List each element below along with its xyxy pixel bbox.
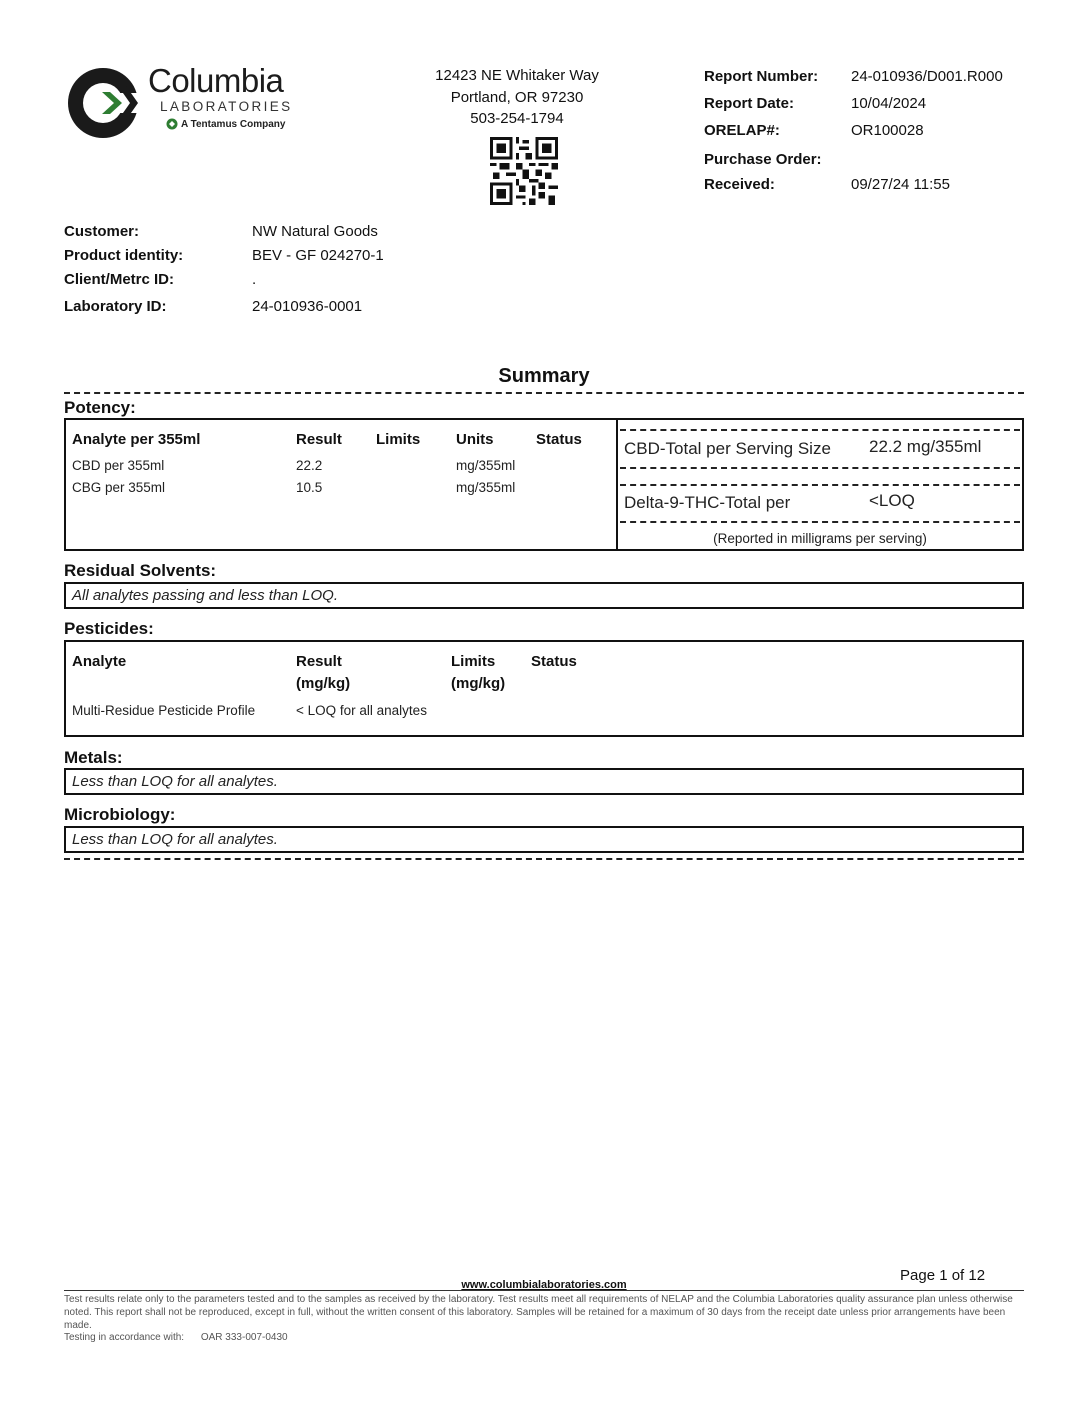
potency-row-analyte: CBG per 355ml: [72, 480, 166, 495]
potency-split-divider: [616, 418, 618, 551]
product-identity-label: Product identity:: [64, 247, 184, 264]
report-date: 10/04/2024: [851, 95, 927, 112]
residual-solvents-note: All analytes passing and less than LOQ.: [72, 587, 338, 604]
pesticides-header-analyte: Analyte: [72, 653, 127, 670]
potency-row-result: 22.2: [296, 458, 323, 473]
potency-header-units: Units: [456, 431, 494, 448]
metals-note: Less than LOQ for all analytes.: [72, 773, 278, 790]
residual-solvents-title: Residual Solvents:: [64, 561, 217, 580]
accordance-label: Testing in accordance with:: [64, 1332, 185, 1343]
pesticides-header-result-unit: (mg/kg): [296, 675, 351, 692]
customer-name: NW Natural Goods: [252, 223, 378, 240]
laboratory-id: 24-010936-0001: [252, 298, 363, 315]
microbiology-note: Less than LOQ for all analytes.: [72, 831, 278, 848]
logo-tagline-text: A Tentamus Company: [181, 118, 286, 130]
potency-row-analyte: CBD per 355ml: [72, 458, 165, 473]
pesticides-header-limits-unit: (mg/kg): [451, 675, 506, 692]
microbiology-title: Microbiology:: [64, 805, 176, 824]
website-link[interactable]: www.columbialaboratories.com: [461, 1279, 627, 1291]
received-date: 09/27/24 11:55: [851, 176, 950, 193]
pesticides-row-result: < LOQ for all analytes: [296, 703, 427, 718]
footer-disclaimer: Test results relate only to the parameters tested and to the samples as received by the laboratory. Test results meet all requirements of NELAP and the Columbia Laboratories quality assurance plan unless otherwise noted. This report shall not be reproduced, except in full, without the written consent of this laboratory. Samples will be retained for a maximum of 30 days from the receipt date unless prior arrangements have been made.: [64, 1294, 1013, 1331]
client-metrc-id: .: [252, 271, 257, 288]
columbia-logo-mark-icon: [66, 66, 140, 140]
footer-accordance: [64, 1332, 302, 1343]
potency-row-units: mg/355ml: [456, 458, 516, 473]
cbd-total-value: 22.2 mg/355ml: [869, 437, 982, 456]
logo-tagline: [166, 118, 285, 130]
page-number: Page 1 of 12: [900, 1267, 986, 1284]
pesticides-title: Pesticides:: [64, 619, 154, 638]
report-date-label: Report Date:: [704, 95, 795, 112]
laboratory-id-label: Laboratory ID:: [64, 298, 167, 315]
orelap-number: OR100028: [851, 122, 924, 139]
logo-name: Columbia: [148, 62, 284, 99]
purchase-order-label: Purchase Order:: [704, 151, 822, 168]
potency-header-status: Status: [536, 431, 582, 448]
side-divider: [620, 484, 1020, 486]
potency-title: Potency:: [64, 398, 136, 417]
summary-title: Summary: [498, 365, 590, 387]
received-label: Received:: [704, 176, 775, 193]
summary-end-divider: [64, 858, 1024, 860]
tentamus-icon: [166, 118, 178, 130]
potency-row-units: mg/355ml: [456, 480, 516, 495]
side-divider: [620, 467, 1020, 469]
pesticides-row-analyte: Multi-Residue Pesticide Profile: [72, 703, 256, 718]
lab-phone: 503-254-1794: [470, 110, 564, 127]
cbd-total-label: CBD-Total per Serving Size: [624, 439, 831, 458]
client-metrc-label: Client/Metrc ID:: [64, 271, 175, 288]
orelap-label: ORELAP#:: [704, 122, 780, 139]
side-divider: [620, 429, 1020, 431]
pesticides-header-status: Status: [531, 653, 577, 670]
potency-row-result: 10.5: [296, 480, 323, 495]
report-number-label: Report Number:: [704, 68, 819, 85]
pesticides-header-limits: Limits: [451, 653, 496, 670]
pesticides-header-result: Result: [296, 653, 342, 670]
thc-total-label: Delta-9-THC-Total per: [624, 493, 791, 512]
potency-header-limits: Limits: [376, 431, 421, 448]
side-divider: [620, 521, 1020, 523]
summary-divider: [64, 392, 1024, 394]
customer-label: Customer:: [64, 223, 140, 240]
thc-total-value: <LOQ: [869, 491, 915, 510]
metals-title: Metals:: [64, 748, 123, 767]
potency-header-result: Result: [296, 431, 342, 448]
qr-code-icon: [490, 137, 558, 205]
accordance-value: OAR 333-007-0430: [200, 1332, 288, 1343]
product-identity: BEV - GF 024270-1: [252, 247, 384, 264]
footer-divider: [64, 1290, 1024, 1291]
serving-note: (Reported in milligrams per serving): [713, 531, 927, 546]
lab-address-street: 12423 NE Whitaker Way: [435, 67, 599, 84]
potency-header-analyte: Analyte per 355ml: [72, 431, 201, 448]
lab-address-city: Portland, OR 97230: [450, 89, 584, 106]
report-number: 24-010936/D001.R000: [851, 68, 1003, 85]
logo-subtitle: LABORATORIES: [160, 99, 293, 114]
